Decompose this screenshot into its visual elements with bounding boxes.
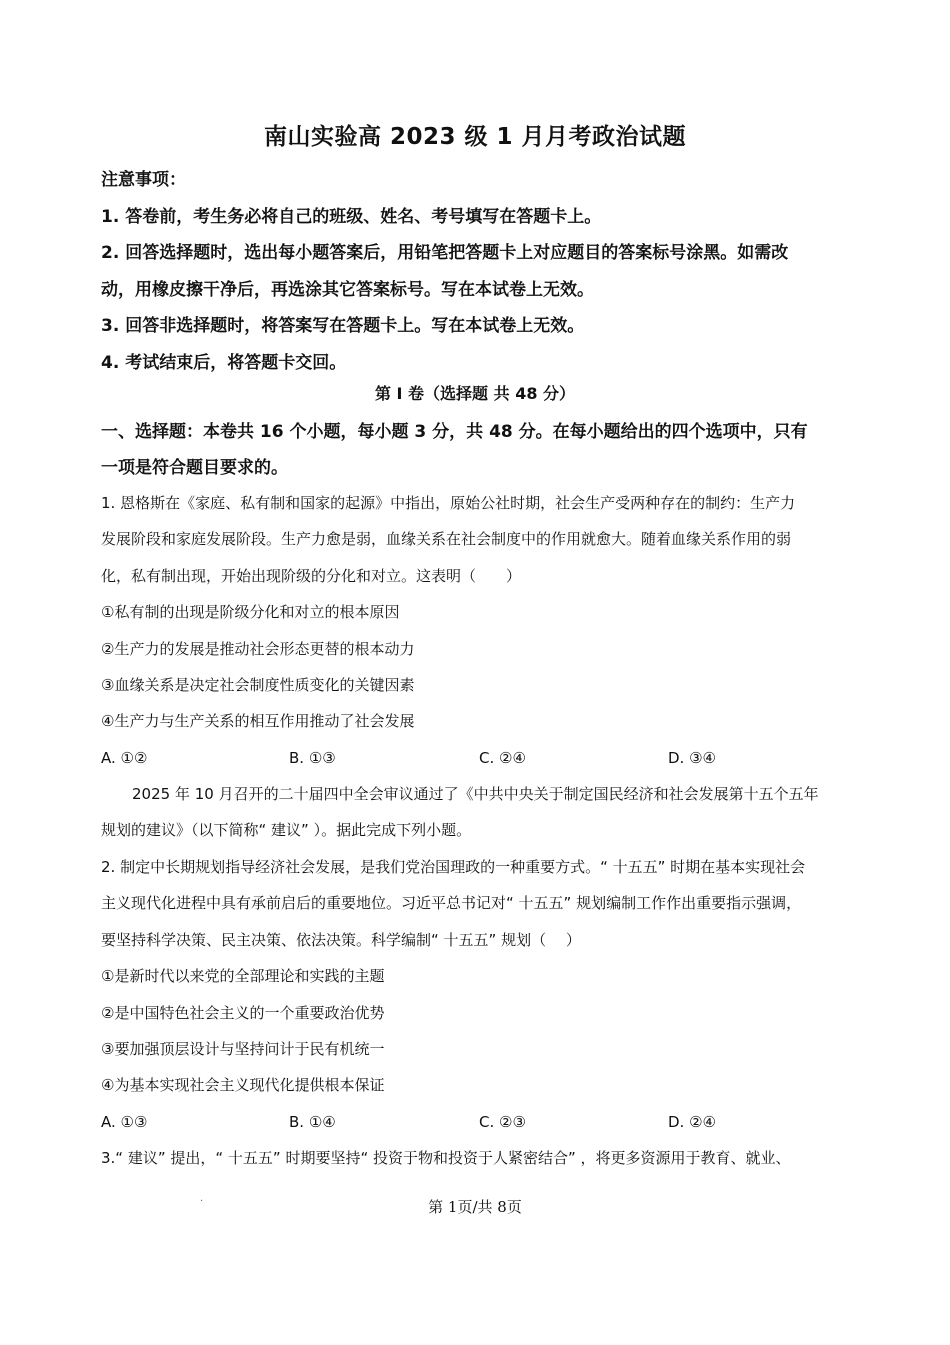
intro-line: 规划的建议》（以下简称“ 建议” ）。据此完成下列小题。 [101,821,472,840]
notes-block [101,162,861,381]
question-3 [101,1140,859,1176]
footer-mark: · [200,1196,204,1207]
statement-option: ②是中国特色社会主义的一个重要政治优势 [101,1003,385,1022]
choice-d: D. ③④ [668,748,716,767]
note-item: 1. 答卷前，考生务必将自己的班级、姓名、考号填写在答题卡上。 [101,206,602,227]
question-line: 2. 制定中长期规划指导经济社会发展，是我们党治国理政的一种重要方式。“ 十五五” 时期在基本实现社会 [101,858,806,876]
part-one-line: 一项是符合题目要求的。 [101,458,288,478]
choice-b: B. ①③ [289,748,336,767]
page-number: 第 1页/共 8页 [428,1198,522,1216]
question-line: 化，私有制出现，开始出现阶级的分化和对立。这表明（ ） [101,566,522,585]
statement-option: ②生产力的发展是推动社会形态更替的根本动力 [101,639,415,658]
notes-heading: 注意事项： [101,170,186,190]
note-item: 3. 回答非选择题时，将答案写在答题卡上。写在本试卷上无效。 [101,316,585,336]
statement-option: ①私有制的出现是阶级分化和对立的根本原因 [101,603,400,622]
question-line: 1. 恩格斯在《家庭、私有制和国家的起源》中指出，原始公社时期，社会生产受两种存在的制约：生产力 [101,494,796,512]
choice-c: C. ②④ [479,748,526,767]
choice-b: B. ①④ [289,1112,336,1131]
question-line: 3.“ 建议” 提出，“ 十五五” 时期要坚持“ 投资于物和投资于人紧密结合” ，将更多资源用于教育、就业、 [101,1149,791,1167]
material-intro [101,776,859,849]
choice-a: A. ①③ [101,1112,148,1131]
statement-option: ①是新时代以来党的全部理论和实践的主题 [101,967,385,986]
note-item: 动，用橡皮擦干净后，再选涂其它答案标号。写在本试卷上无效。 [101,279,594,300]
question-line: 要坚持科学决策、民主决策、依法决策。科学编制“ 十五五” 规划（ ） [101,930,581,949]
answer-choices [101,1104,859,1140]
answer-choices [101,740,859,776]
choice-a: A. ①② [101,748,148,767]
part-one-line: 一、选择题：本卷共 16 个小题，每小题 3 分，共 48 分。在每小题给出的四个选项中，只有 [101,422,808,442]
statement-option: ④生产力与生产关系的相互作用推动了社会发展 [101,712,415,731]
question-2 [101,849,859,1140]
question-1 [101,485,859,776]
question-line: 主义现代化进程中具有承前启后的重要地位。习近平总书记对“ 十五五” 规划编制工作作出重要指示强调， [101,894,802,913]
intro-line: 2025 年 10 月召开的二十届四中全会审议通过了《中共中央关于制定国民经济和社会发展第十五个五年 [132,785,819,803]
choice-d: D. ②④ [668,1112,716,1131]
statement-option: ③血缘关系是决定社会制度性质变化的关键因素 [101,676,415,695]
question-line: 发展阶段和家庭发展阶段。生产力愈是弱，血缘关系在社会制度中的作用就愈大。随着血缘关系作用的弱 [101,530,792,549]
statement-option: ④为基本实现社会主义现代化提供根本保证 [101,1076,385,1095]
part-one-heading [101,414,859,486]
section-title: 第 I 卷（选择题 共 48 分） [374,384,576,403]
page-title: 南山实验高 2023 级 1 月月考政治试题 [263,124,687,150]
note-item: 2. 回答选择题时，选出每小题答案后，用铅笔把答题卡上对应题目的答案标号涂黑。如需改 [101,243,789,263]
choice-c: C. ②③ [479,1112,526,1131]
statement-option: ③要加强顶层设计与坚持问计于民有机统一 [101,1040,385,1059]
note-item: 4. 考试结束后，将答题卡交回。 [101,352,347,373]
